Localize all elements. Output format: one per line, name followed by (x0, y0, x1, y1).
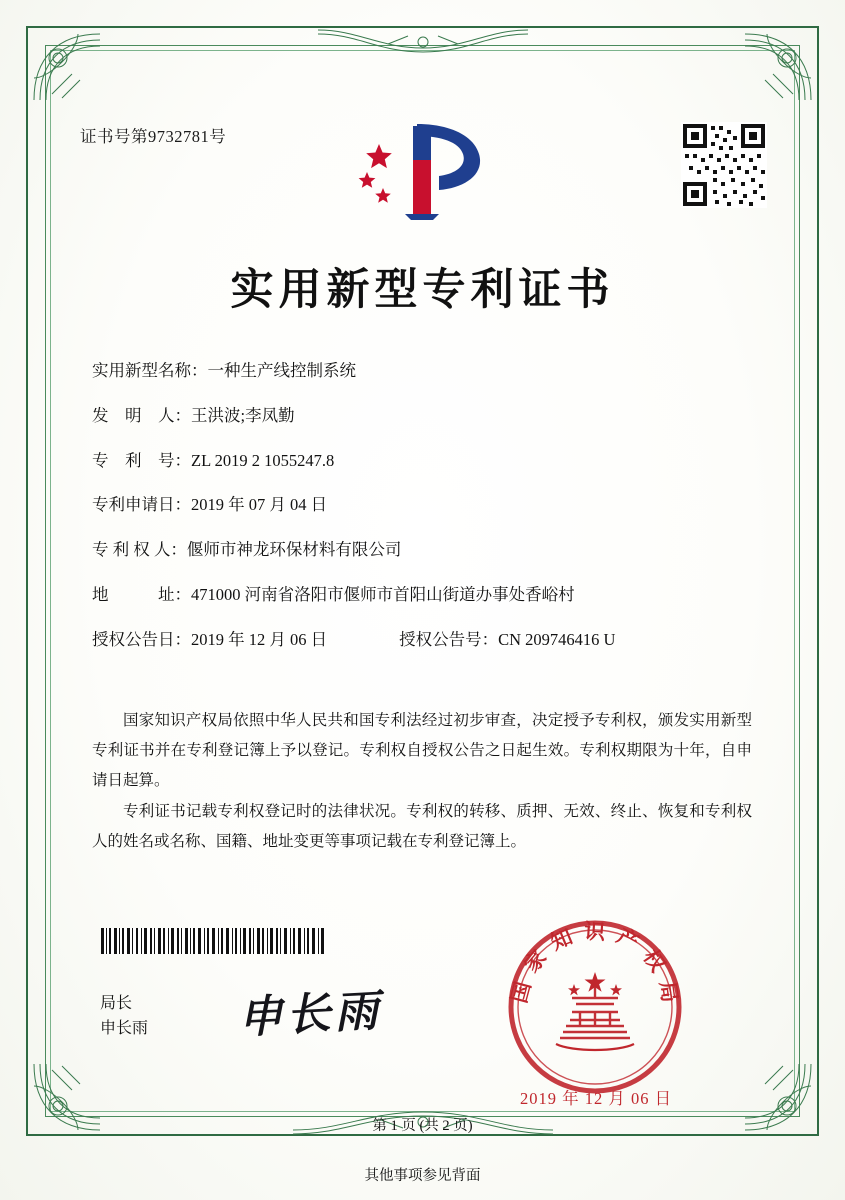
field-value: 王洪波;李凤勤 (191, 405, 295, 425)
field-value: 471000 河南省洛阳市偃师市首阳山街道办事处香峪村 (191, 584, 575, 604)
signature-block (100, 992, 148, 1042)
announcement-number-value: CN 209746416 U (498, 629, 616, 649)
director-name: 申长雨 (100, 1019, 149, 1037)
director-title: 局长 (100, 995, 133, 1012)
qr-code-icon (681, 122, 767, 208)
field-row (92, 450, 752, 472)
announcement-date-value: 2019 年 12 月 06 日 (191, 629, 328, 649)
page-title: 实用新型专利证书 (230, 265, 615, 315)
field-label: 发 明 人： (92, 405, 191, 425)
field-label: 专利申请日： (92, 495, 191, 515)
legal-paragraph-2 (92, 797, 752, 857)
certificate-number: 证书号第9732781号 (80, 127, 227, 146)
field-label: 实用新型名称： (92, 361, 208, 380)
field-label: 地 址： (92, 584, 191, 604)
footer-note: 其他事项参见背面 (364, 1168, 481, 1184)
field-row (92, 539, 752, 561)
field-value: 一种生产线控制系统 (207, 361, 356, 380)
seal-date: 2019 年 12 月 06 日 (520, 1089, 673, 1108)
svg-text:国家知识产权局: 国家知识产权局 (505, 918, 685, 1014)
announcement-row (92, 629, 752, 651)
cnipa-logo-icon (355, 116, 485, 222)
field-row (92, 360, 752, 382)
field-list (92, 360, 752, 673)
field-value: ZL 2019 2 1055247.8 (191, 450, 335, 470)
barcode (101, 928, 325, 954)
announcement-date-label: 授权公告日： (92, 629, 191, 649)
field-value: 偃师市神龙环保材料有限公司 (186, 540, 402, 560)
legal-paragraph-1 (92, 706, 752, 797)
official-red-seal (500, 912, 690, 1102)
field-row (92, 584, 752, 606)
page-indicator: 第 1 页 (共 2 页) (372, 1118, 473, 1134)
handwritten-signature: 申长雨 (236, 985, 384, 1044)
paragraph-text: 专利证书记载专利权登记时的法律状况。专利权的转移、质押、无效、终止、恢复和专利权人的姓名或名称、国籍、地址变更等事项记载在专利登记簿上。 (92, 803, 752, 851)
paragraph-text: 国家知识产权局依照中华人民共和国专利法经过初步审查，决定授予专利权，颁发实用新型专利证书并在专利登记簿上予以登记。专利权自授权公告之日起生效。专利权期限为十年，自申请日起算。 (92, 712, 752, 790)
field-value: 2019 年 07 月 04 日 (191, 495, 328, 515)
field-label: 专 利 号： (92, 450, 191, 470)
field-row (92, 494, 752, 516)
field-label: 专 利 权 人： (92, 540, 187, 560)
field-row (92, 405, 752, 427)
announcement-number-label: 授权公告号： (399, 629, 499, 649)
